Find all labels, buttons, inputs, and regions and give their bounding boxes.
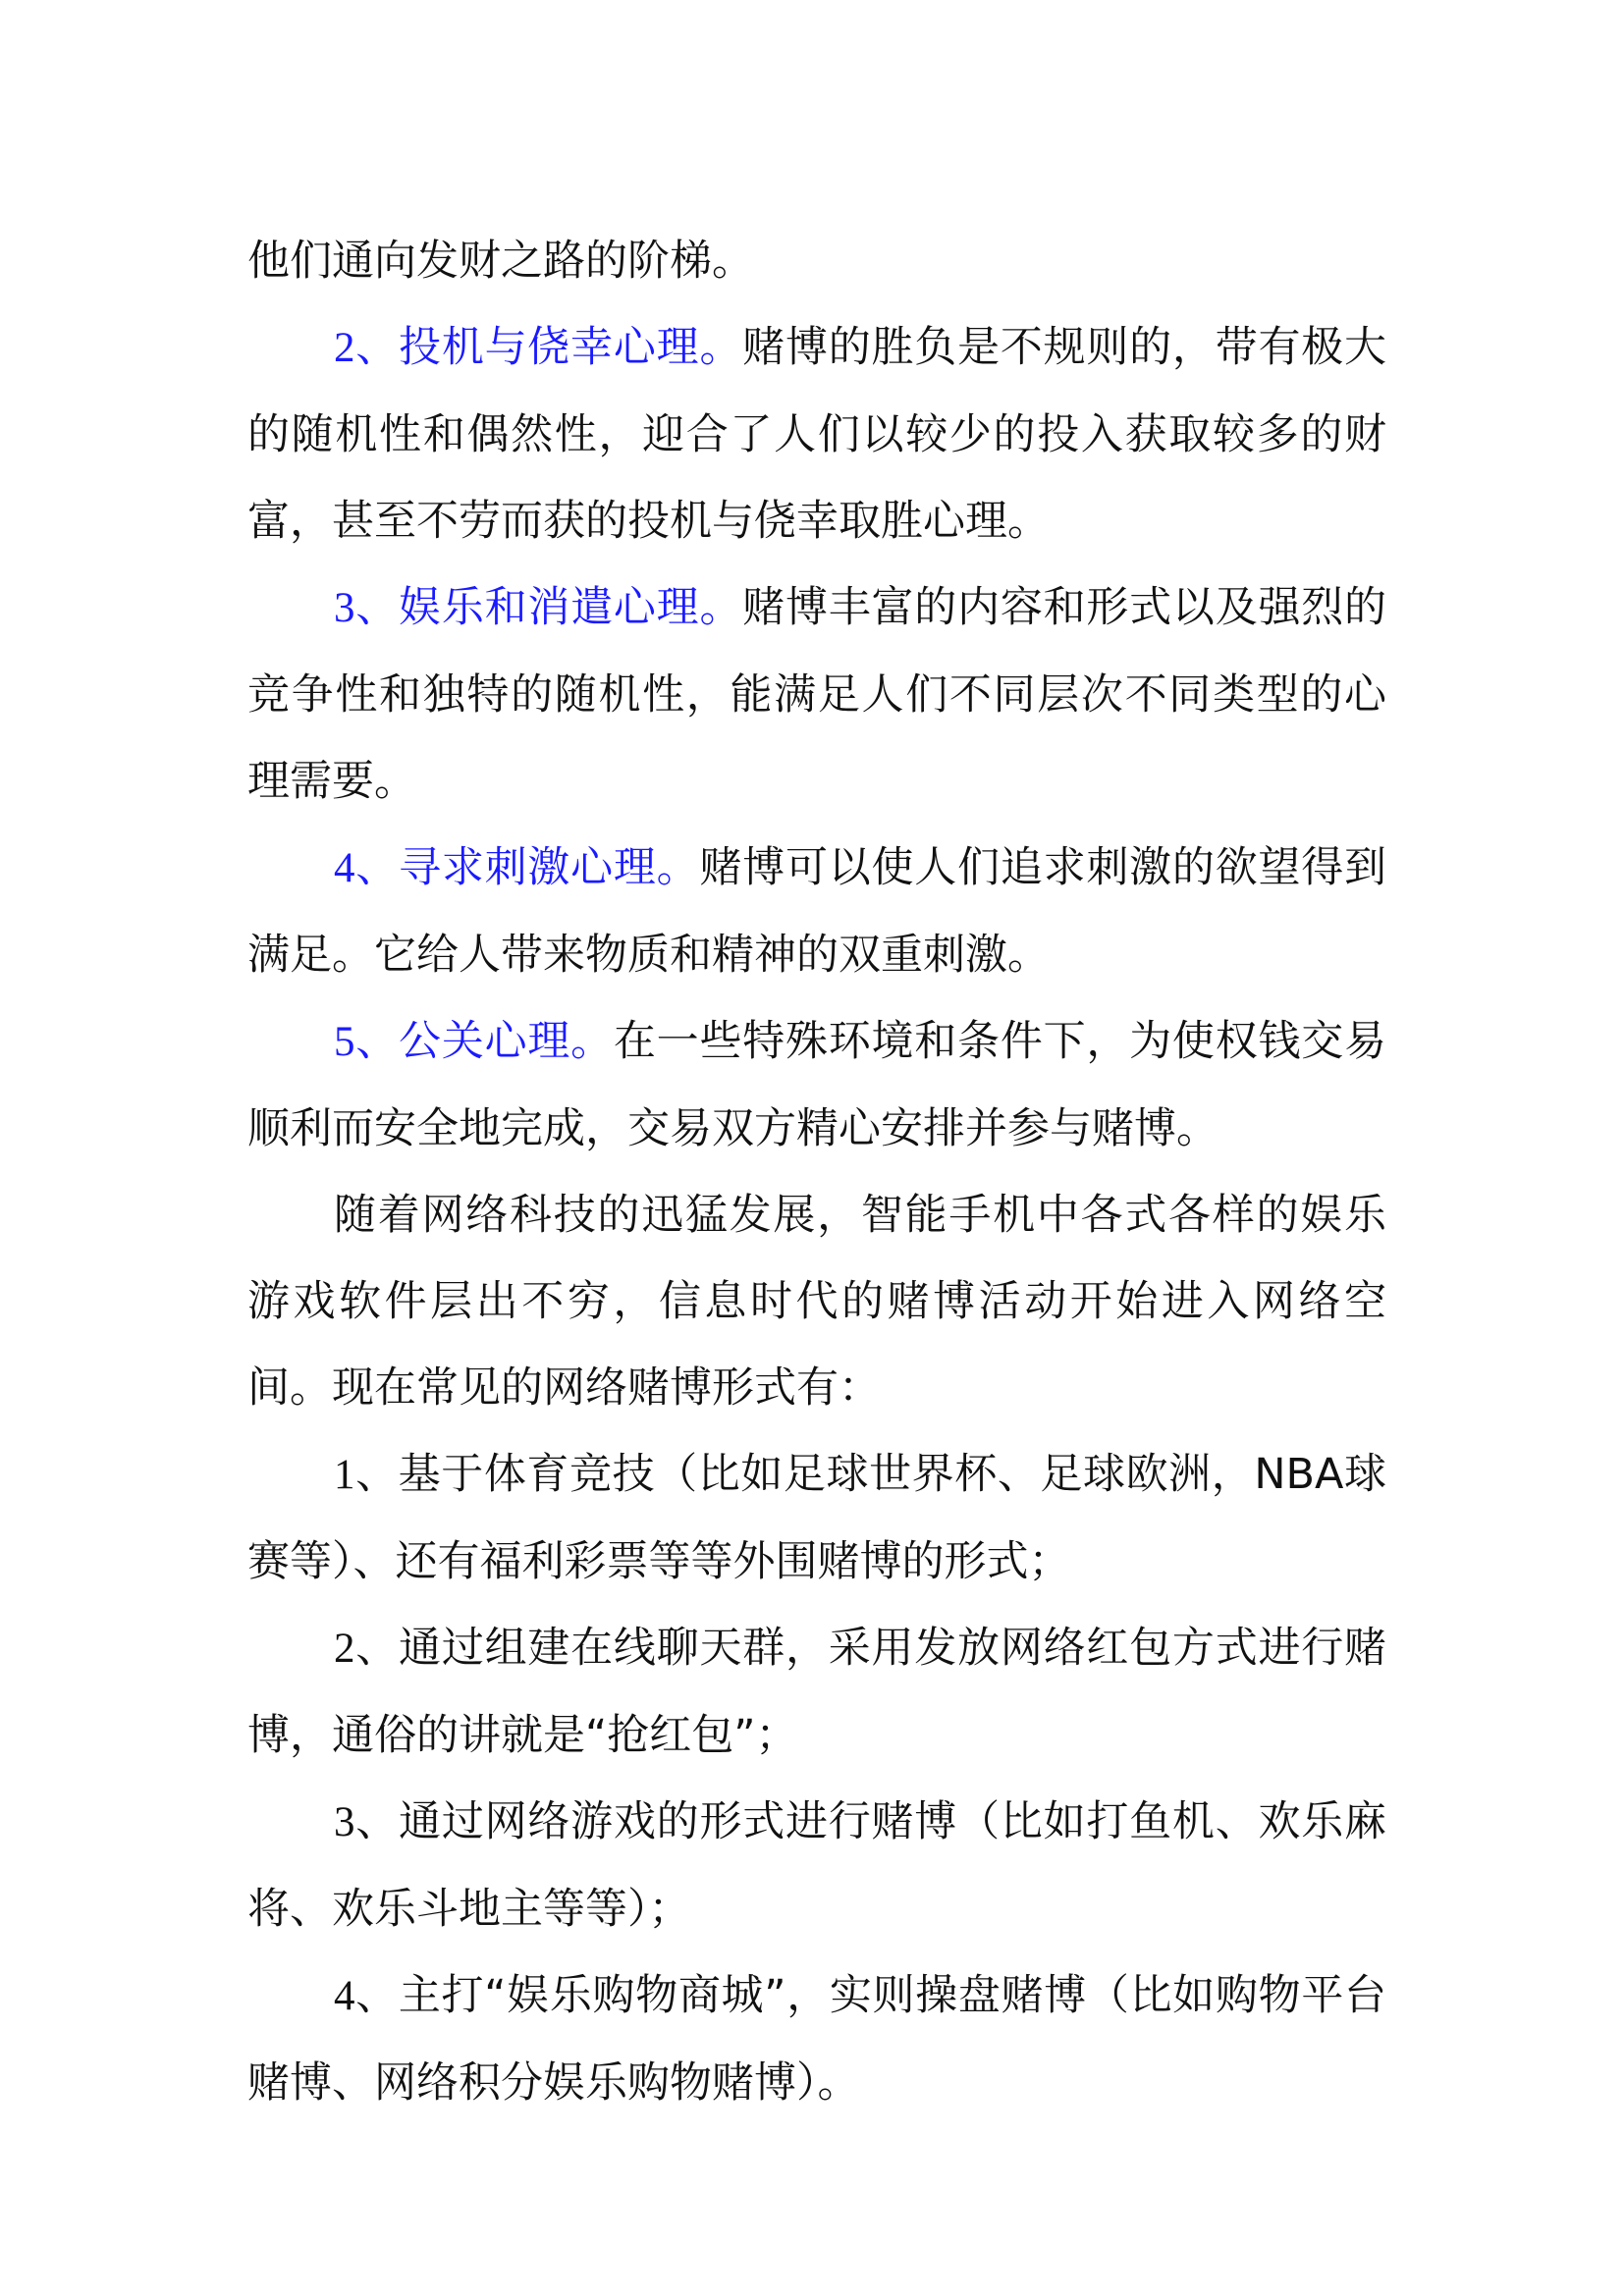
paragraph-text: 在一些特殊环境和条件下，为使权钱交易顺利而安全地完成，交易双方精心安排并参与赌博。 [247,1017,1387,1153]
paragraph-thrill-seeking-psychology [247,825,1386,998]
paragraph-text: 他们通向发财之路的阶梯。 [247,237,754,286]
paragraph-continuation [247,218,1386,304]
item-number: 5、 [334,1019,400,1065]
item-heading: 寻求刺激心理。 [399,843,700,892]
list-item-shopping-mall-gambling [247,1952,1386,2126]
list-item-red-envelope-gambling [247,1605,1386,1779]
item-number: 4、 [334,845,400,891]
item-number: 3、 [334,1799,400,1845]
paragraph-entertainment-psychology [247,564,1386,825]
paragraph-speculation-psychology [247,304,1386,564]
paragraph-text: 基于体育竞技（比如足球世界杯、足球欧洲，NBA球赛等）、还有福利彩票等等外围赌博的形式； [247,1450,1386,1586]
item-number: 4、 [334,1973,399,2019]
item-heading: 公关心理。 [399,1017,614,1066]
item-number: 3、 [334,585,400,631]
paragraph-text: 赌博丰富的内容和形式以及强烈的竞争性和独特的随机性，能满足人们不同层次不同类型的心理需要。 [247,583,1387,806]
paragraph-text: 通过网络游戏的形式进行赌博（比如打鱼机、欢乐麻将、欢乐斗地主等等）； [247,1797,1387,1934]
document-body [247,218,1386,2126]
list-item-sports-betting [247,1431,1386,1605]
paragraph-public-relations-psychology [247,998,1386,1172]
item-number: 1、 [334,1452,399,1498]
paragraph-text: 随着网络科技的迅猛发展，智能手机中各式各样的娱乐游戏软件层出不穷，信息时代的赌博活动开始进入网络空间。现在常见的网络赌博形式有： [247,1191,1386,1413]
paragraph-text: 主打“娱乐购物商城”，实则操盘赌博（比如购物平台赌博、网络积分娱乐购物赌博）。 [247,1971,1386,2108]
item-number: 2、 [334,1626,400,1672]
item-number: 2、 [334,325,400,371]
item-heading: 娱乐和消遣心理。 [399,583,743,632]
paragraph-online-gambling-intro [247,1172,1386,1431]
paragraph-text: 通过组建在线聊天群，采用发放网络红包方式进行赌博，通俗的讲就是“抢红包”； [247,1624,1387,1760]
item-heading: 投机与侥幸心理。 [399,323,743,372]
paragraph-text: 赌博可以使人们追求刺激的欲望得到满足。它给人带来物质和精神的双重刺激。 [247,843,1387,980]
list-item-online-game-gambling [247,1779,1386,1952]
paragraph-text: 赌博的胜负是不规则的，带有极大的随机性和偶然性，迎合了人们以较少的投入获取较多的财富，甚至不劳而获的投机与侥幸取胜心理。 [247,323,1387,546]
